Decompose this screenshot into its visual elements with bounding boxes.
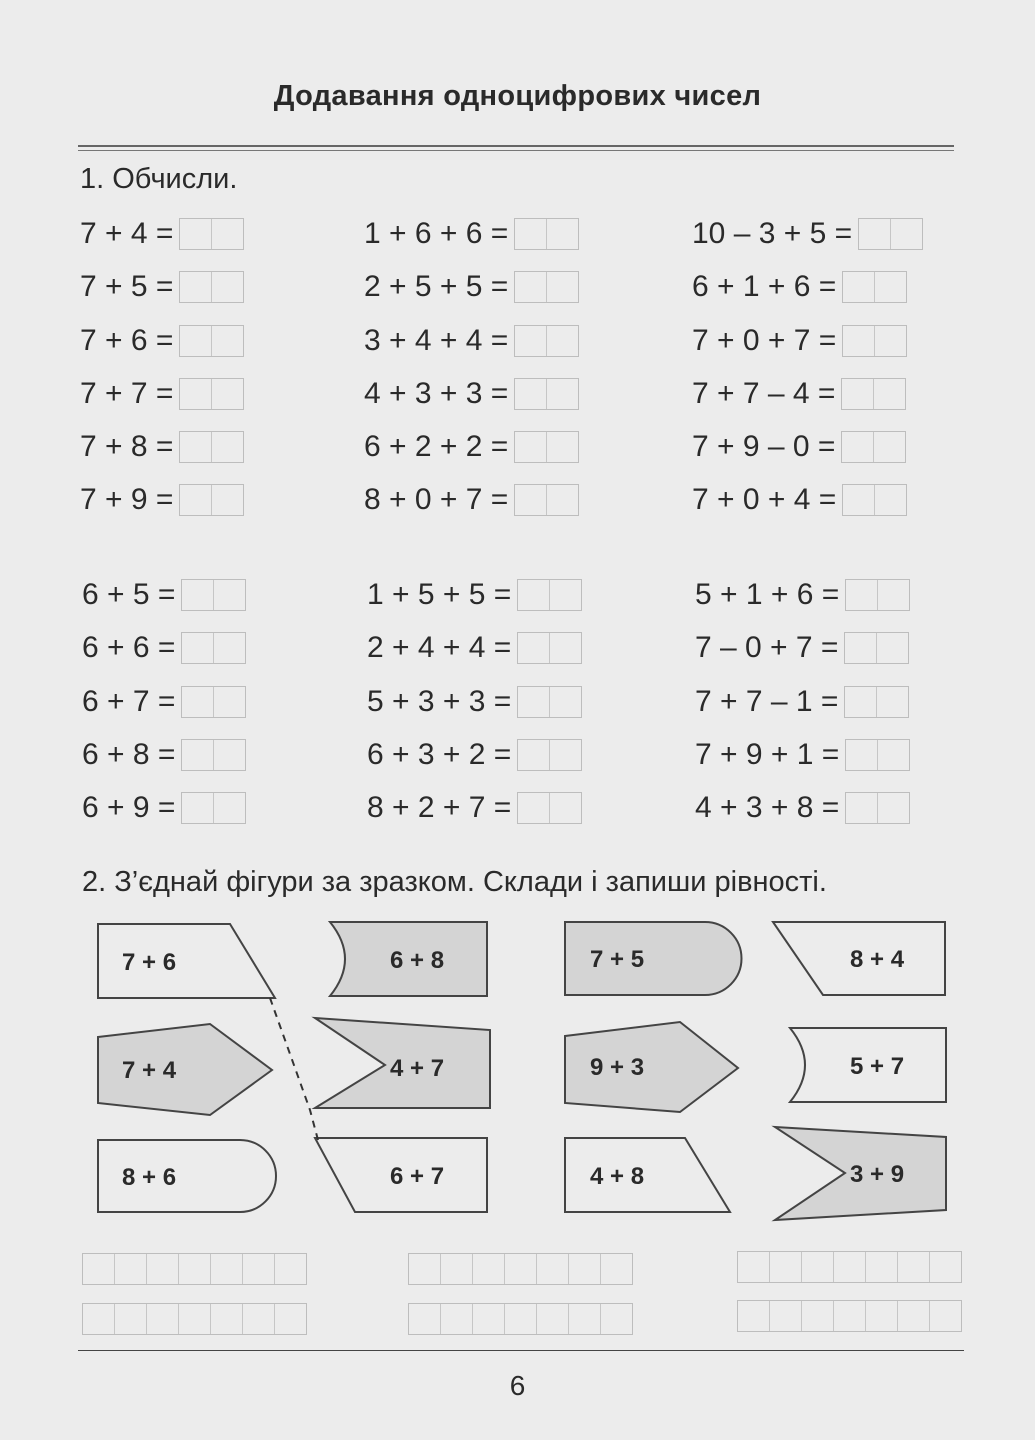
shape-label: 4 + 7: [390, 1055, 445, 1082]
page-number: 6: [509, 1370, 526, 1401]
answer-grid[interactable]: [408, 1303, 633, 1335]
exercise-text: 6 + 9 =: [82, 791, 176, 824]
exercise-text: 10 – 3 + 5 =: [692, 217, 853, 250]
exercise-text: 7 + 7 =: [80, 377, 174, 410]
exercise-text: 6 + 8 =: [82, 738, 176, 771]
exercise-text: 2 + 4 + 4 =: [367, 631, 512, 664]
shape-group: [98, 922, 946, 1220]
exercise-text: 7 + 7 – 1 =: [695, 685, 839, 718]
task1-heading: 1. Обчисли.: [80, 163, 238, 195]
exercise-text: 7 + 5 =: [80, 270, 174, 303]
shape-label: 3 + 9: [850, 1161, 905, 1188]
exercise-text: 7 + 0 + 4 =: [692, 483, 837, 516]
exercise-text: 4 + 3 + 8 =: [695, 791, 840, 824]
exercise-text: 1 + 6 + 6 =: [364, 217, 509, 250]
sample-connection-line: [270, 998, 318, 1140]
shape-label: 7 + 4: [122, 1057, 177, 1084]
exercise-text: 6 + 2 + 2 =: [364, 430, 509, 463]
footer-divider: [78, 1350, 964, 1351]
exercise-text: 6 + 6 =: [82, 631, 176, 664]
exercise-text: 6 + 5 =: [82, 578, 176, 611]
shape-label: 6 + 7: [390, 1163, 445, 1190]
task2-heading: 2. З’єднай фігури за зразком. Склади і запиши рівності.: [82, 866, 827, 898]
answer-grid[interactable]: [408, 1253, 633, 1285]
exercise-text: 3 + 4 + 4 =: [364, 324, 509, 357]
exercise-text: 7 + 9 + 1 =: [695, 738, 840, 771]
shape-label: 7 + 6: [122, 949, 177, 976]
answer-grid[interactable]: [737, 1251, 962, 1283]
exercise-text: 7 + 9 =: [80, 483, 174, 516]
exercise-text: 5 + 3 + 3 =: [367, 685, 512, 718]
answer-grid[interactable]: [82, 1303, 307, 1335]
shape-label: 7 + 5: [590, 946, 645, 973]
answer-grid[interactable]: [82, 1253, 307, 1285]
exercise-text: 2 + 5 + 5 =: [364, 270, 509, 303]
exercise-text: 6 + 3 + 2 =: [367, 738, 512, 771]
shape-label: 6 + 8: [390, 947, 445, 974]
exercise-text: 8 + 2 + 7 =: [367, 791, 512, 824]
shape-label: 5 + 7: [850, 1053, 905, 1080]
exercise-text: 4 + 3 + 3 =: [364, 377, 509, 410]
exercise-text: 7 + 4 =: [80, 217, 174, 250]
shape-label: 4 + 8: [590, 1163, 645, 1190]
shape-label: 9 + 3: [590, 1054, 645, 1081]
exercise-text: 6 + 7 =: [82, 685, 176, 718]
page-title: Додавання одноцифрових чисел: [273, 80, 762, 112]
exercise-text: 1 + 5 + 5 =: [367, 578, 512, 611]
exercise-text: 7 – 0 + 7 =: [695, 631, 839, 664]
exercise-text: 7 + 7 – 4 =: [692, 377, 836, 410]
exercise-text: 6 + 1 + 6 =: [692, 270, 837, 303]
exercise-text: 8 + 0 + 7 =: [364, 483, 509, 516]
shape-label: 8 + 4: [850, 946, 905, 973]
shape-label: 8 + 6: [122, 1164, 177, 1191]
exercise-text: 7 + 0 + 7 =: [692, 324, 837, 357]
exercise-text: 7 + 8 =: [80, 430, 174, 463]
exercise-text: 7 + 6 =: [80, 324, 174, 357]
answer-grid[interactable]: [737, 1300, 962, 1332]
exercise-text: 7 + 9 – 0 =: [692, 430, 836, 463]
exercise-text: 5 + 1 + 6 =: [695, 578, 840, 611]
